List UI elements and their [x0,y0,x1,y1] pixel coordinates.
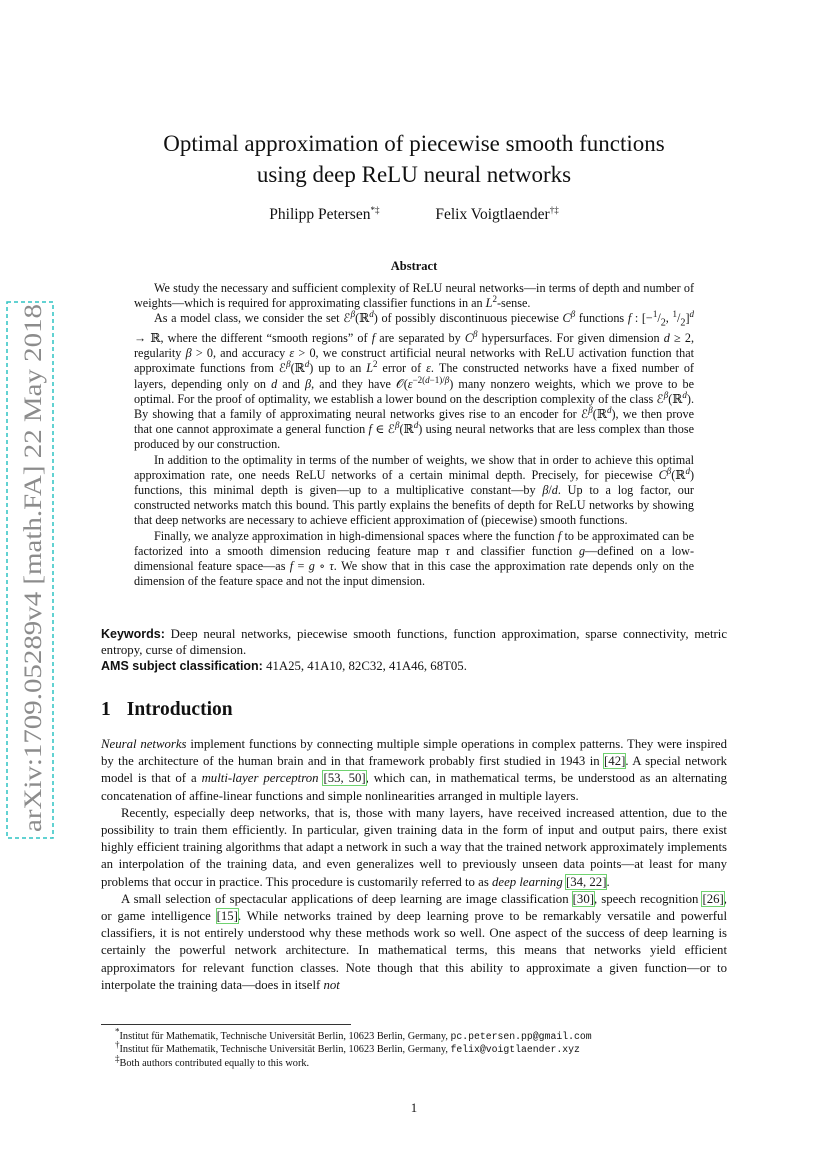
section-number: 1 [101,699,111,720]
keywords-block [101,626,727,674]
emphasis: not [323,977,340,992]
emphasis: deep learning [492,874,563,889]
author-petersen [269,206,379,223]
page-number: 1 [410,1101,418,1115]
ams-codes: 41A25, 41A10, 82C32, 41A46, 68T05. [266,659,467,673]
footnote-1 [101,1026,727,1043]
text-run: A small selection of spectacular applications of deep learning are image classification [121,891,573,906]
abstract-paragraph-3: In addition to the optimality in terms of the number of weights, we show that in order to achieve this optimal approximation rate, one needs ReLU networks of a certain minimal depth. Precisely, for piecewise $C^\beta(ℝ^d)$ functions, this minimal depth is given—up to a multiplicative constant—by β/d. Up to a log factor, our constructed networks match this bound. This partly explains the benefits of depth for ReLU networks by showing that deep networks are necessary to achieve efficient approximation of (piecewise) smooth functions. [134,452,694,528]
author-name: Felix Voigtlaender [435,206,550,223]
citation-link[interactable]: [34, 22] [565,874,607,889]
citation-link[interactable]: [42] [604,754,626,769]
arxiv-side-stamp[interactable] [5,300,55,840]
author-list [100,206,728,224]
footnote-2 [101,1039,727,1056]
text-run: Recently, especially deep networks, that is, those with many layers, have received increased attention, due to the possibility to train them efficiently. In particular, given training data in the form of input and output pairs, there exist highly efficient training algorithms that adapt a network in such a way that the trained network approximately implements an interpolation of the training data, and even generalizes well to previously unseen data points—at least for many problems that occur in practice. This procedure is customarily referred to as [101,805,727,889]
author-footnote-marks[interactable]: †‡ [549,204,559,215]
abstract-paragraph-1: We study the necessary and sufficient complexity of ReLU neural networks—in terms of depth and number of weights—which is required for approximating classifier functions in an $L^2$-sense. [134,281,694,311]
abstract-paragraph-4: Finally, we analyze approximation in high-dimensional spaces where the function f to be approximated can be factorized into a smooth dimension reducing feature map τ and classifier function g—defined on a low-dimensional feature space—as f = g ∘ τ. We show that in this case the approximation rate depends only on the dimension of the feature space and not the input dimension. [134,528,695,589]
abstract-heading: Abstract [390,259,438,273]
section-heading-introduction [101,699,233,721]
abstract-body [134,281,694,590]
citation-link[interactable]: [26] [702,891,724,906]
ams-label: AMS subject classification: [101,659,263,673]
ams-line [101,658,727,674]
text-run: , speech recognition [593,891,703,906]
keywords-text: Deep neural networks, piecewise smooth functions, function approximation, sparse connectivity, metric entropy, curse of dimension. [101,627,727,657]
text-run: , which can, in mathematical terms, be understood as an alternating concatenation of affine-linear functions and simple nonlinearities arranged in multiple layers. [101,771,728,803]
footnote-mark: * [115,1026,120,1037]
text-run: implement functions by connecting multiple simple operations in complex patterns. They were inspired by the architecture of the human brain and in that framework probably first studied in 1943 in [101,737,727,769]
paper-title [100,128,728,190]
author-footnote-marks[interactable]: *‡ [370,204,380,215]
text-run: . [606,874,610,889]
text-run: , or game intelligence [101,891,727,924]
title-line-1: Optimal approximation of piecewise smooth functions [163,131,665,156]
footnote-text: Institut für Mathematik, Technische Universität Berlin, 10623 Berlin, Germany, [119,1044,451,1056]
intro-paragraph-3 [101,891,727,994]
citation-link[interactable]: [53, 50] [323,771,366,786]
text-run: . A special network model is that of a [101,754,727,786]
keywords-line [101,626,727,658]
abstract-paragraph-2: As a model class, we consider the set ℰ$^\beta$(ℝ$^d$) of possibly discontinuous piecewise $C^\beta$ functions f : [$-^1/_2$, $^1/_2]^d$ → ℝ, where the different “smooth regions” of f are separated by $C^\beta$ hypersurfaces. For given dimension d ≥ 2, regularity β > 0, and accuracy ε > 0, we construct artificial neural networks with ReLU activation function that approximate functions from ℰ$^\beta$(ℝ$^d$) up to an $L^2$ error of ε. The constructed networks have a fixed number of layers, depending only on d and β, and they have $𝒪(\varepsilon^{-2(d-1)/\beta})$ many nonzero weights, which we prove to be optimal. For the proof of optimality, we establish a lower bound on the description complexity of the class ℰ$^\beta$(ℝ$^d$). By showing that a family of approximating neural networks gives rise to an encoder for ℰ$^\beta$(ℝ$^d$), we then prove that one cannot approximate a general function f ∈ ℰ$^\beta$(ℝ$^d$) using neural networks that are less complex than those produced by our construction. [134,309,695,452]
author-name: Philipp Petersen [269,206,371,223]
footnote-rule [101,1024,351,1025]
emphasis: multi-layer perceptron [201,771,319,786]
footnote-3 [101,1053,727,1070]
text-run: . While networks trained by deep learning prove to be remarkably versatile and powerful classifiers, it is not entirely understood why these methods work so well. One aspect of the success of deep learning is certainly the powerful network architecture. In mathematical terms, this means that networks yield efficient approximators for relevant function classes. Note though that this ability to approximate a given function—or to interpolate the training data—does in itself [101,909,727,992]
footnote-mark: † [115,1039,120,1050]
intro-paragraph-1 [101,736,727,805]
citation-link[interactable]: [30] [572,891,594,906]
introduction-body [101,736,727,994]
citation-link[interactable]: [15] [216,909,238,924]
email-link[interactable]: felix@voigtlaender.xyz [450,1044,580,1056]
author-voigtlaender [435,206,558,223]
emphasis: Neural networks [101,737,187,751]
title-line-2: using deep ReLU neural networks [256,162,572,187]
keywords-label: Keywords: [101,627,165,641]
footnote-text: Both authors contributed equally to this work. [119,1057,310,1069]
arxiv-id-text: arXiv:1709.05289v4 [math.FA] 22 May 2018 [18,366,47,832]
intro-paragraph-2 [101,805,727,891]
email-link[interactable]: pc.petersen.pp@gmail.com [450,1031,592,1042]
footnote-mark: ‡ [115,1053,120,1064]
footnotes [101,1026,727,1070]
footnote-text: Institut für Mathematik, Technische Universität Berlin, 10623 Berlin, Germany, [119,1031,451,1042]
section-title: Introduction [126,699,233,720]
